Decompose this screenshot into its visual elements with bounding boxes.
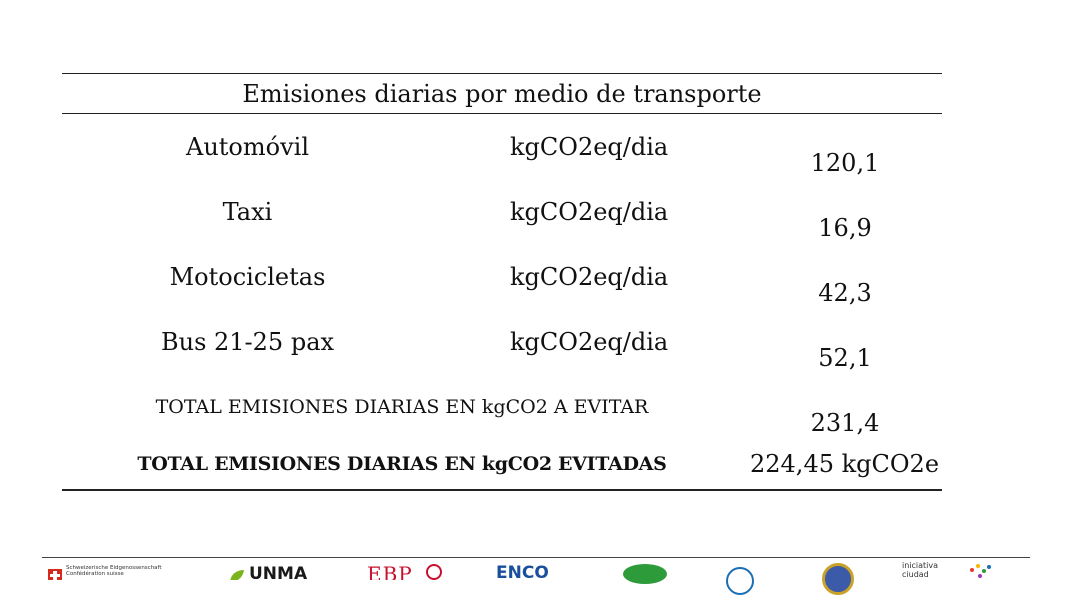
row-name: Motocicletas	[169, 263, 326, 291]
row-value: 120,1	[810, 149, 880, 177]
ebp-logo: EBP	[367, 562, 413, 580]
enco-logo: ENCO	[496, 563, 549, 581]
table-title: Emisiones diarias por medio de transporte	[242, 80, 762, 108]
table-bottom-rule	[62, 489, 942, 491]
seal-icon	[822, 563, 854, 595]
unma-logo: UNMA	[249, 564, 308, 582]
iniciativa-ciudad-logo: iniciativa ciudad	[902, 561, 939, 579]
confetti-icon	[968, 562, 994, 580]
row-name: Automóvil	[186, 133, 309, 161]
swiss-confederation-logo: Schweizerische Eidgenossenschaft Confédération suisse	[66, 565, 162, 577]
total-to-avoid-value: 231,4	[810, 409, 880, 437]
table-header-rule	[62, 113, 942, 114]
row-value: 52,1	[818, 344, 872, 372]
leaf-icon	[229, 568, 245, 580]
total-avoided-value: 224,45 kgCO2e	[750, 450, 940, 478]
row-name: Bus 21-25 pax	[160, 328, 335, 356]
row-unit: kgCO2eq/dia	[510, 263, 669, 291]
blue-circle-logo-icon	[726, 567, 754, 595]
total-to-avoid-label: TOTAL EMISIONES DIARIAS EN kgCO2 A EVITAR	[155, 396, 649, 418]
swiss-flag-icon	[48, 569, 62, 580]
row-unit: kgCO2eq/dia	[510, 133, 669, 161]
row-value: 16,9	[818, 214, 872, 242]
green-circle-logo-icon	[623, 564, 667, 584]
ebp-ring-icon	[426, 564, 442, 580]
row-unit: kgCO2eq/dia	[510, 328, 669, 356]
total-avoided-label: TOTAL EMISIONES DIARIAS EN kgCO2 EVITADAS	[137, 453, 667, 475]
table-top-rule	[62, 73, 942, 74]
row-unit: kgCO2eq/dia	[510, 198, 669, 226]
row-value: 42,3	[818, 279, 872, 307]
row-name: Taxi	[222, 198, 273, 226]
footer-rule	[42, 557, 1030, 558]
